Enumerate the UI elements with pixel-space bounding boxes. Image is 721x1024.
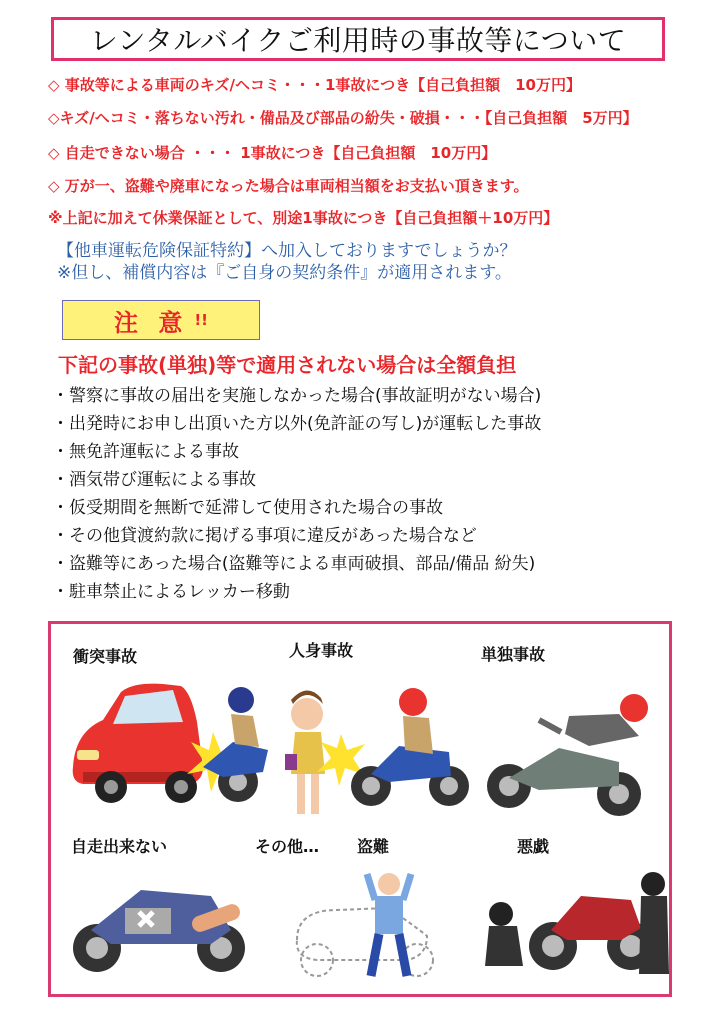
list-item: ・警察に事故の届出を実施しなかった場合(事故証明がない場合) xyxy=(52,386,542,406)
mischief-illustration-icon xyxy=(471,860,671,980)
caption-single: 単独事故 xyxy=(481,645,546,664)
caption-theft: 盗難 xyxy=(357,837,390,856)
list-item: ・出発時にお申し出頂いた方以外(免許証の写し)が運転した事故 xyxy=(52,414,542,434)
single-accident-illustration-icon xyxy=(469,686,669,826)
list-item: ・無免許運転による事故 xyxy=(52,442,239,462)
caption-immobile: 自走出来ない xyxy=(71,837,168,856)
list-item: ・酒気帯び運転による事故 xyxy=(52,470,256,490)
illustration-panel xyxy=(48,621,672,997)
theft-illustration-icon xyxy=(277,860,467,980)
full-charge-heading: 下記の事故(単独)等で適用されない場合は全額負担 xyxy=(58,353,517,377)
insurance-note: ※但し、補償内容は『ご自身の契約条件』が適用されます。 xyxy=(57,263,512,283)
list-item: ・盗難等にあった場合(盗難等による車両破損、部品/備品 紛失) xyxy=(52,554,536,574)
caption-collision: 衝突事故 xyxy=(73,647,138,666)
caption-personal: 人身事故 xyxy=(289,641,354,660)
notice-theft-line: ◇ 万が一、盗難や廃車になった場合は車両相当額をお支払い頂きます。 xyxy=(48,177,529,195)
caption-mischief: 悪戯 xyxy=(517,837,550,856)
list-item: ・その他貸渡約款に掲げる事項に違反があった場合など xyxy=(52,526,477,546)
notice-damage-line: ◇ 事故等による車両のキズ/ヘコミ・・・1事故につき【自己負担額 10万円】 xyxy=(48,76,581,94)
caution-exclamation: !! xyxy=(194,311,209,329)
insurance-question: 【他車運転危険保証特約】へ加入しておりますでしょうか？ xyxy=(57,241,517,261)
notice-compensation-line: ※上記に加えて休業保証として、別途1事故につき【自己負担額＋10万円】 xyxy=(48,209,559,227)
list-item: ・駐車禁止によるレッカー移動 xyxy=(52,582,290,602)
notice-loss-line: ◇キズ/ヘコミ・落ちない汚れ・備品及び部品の紛失・破損・・・【自己負担額 5万円】 xyxy=(48,109,638,127)
caution-banner xyxy=(62,300,260,340)
personal-injury-illustration-icon xyxy=(279,674,479,824)
immobile-motorcycle-illustration-icon xyxy=(61,860,261,980)
caption-other: その他… xyxy=(255,837,320,856)
page-title: レンタルバイクご利用時の事故等について xyxy=(51,17,665,61)
list-item: ・仮受期間を無断で延滞して使用された場合の事故 xyxy=(52,498,443,518)
notice-immobile-line: ◇ 自走できない場合 ・・・ 1事故につき【自己負担額 10万円】 xyxy=(48,144,497,162)
exclusion-list xyxy=(52,382,541,606)
collision-illustration-icon xyxy=(63,672,273,822)
caution-label: 注 意 xyxy=(113,308,189,337)
